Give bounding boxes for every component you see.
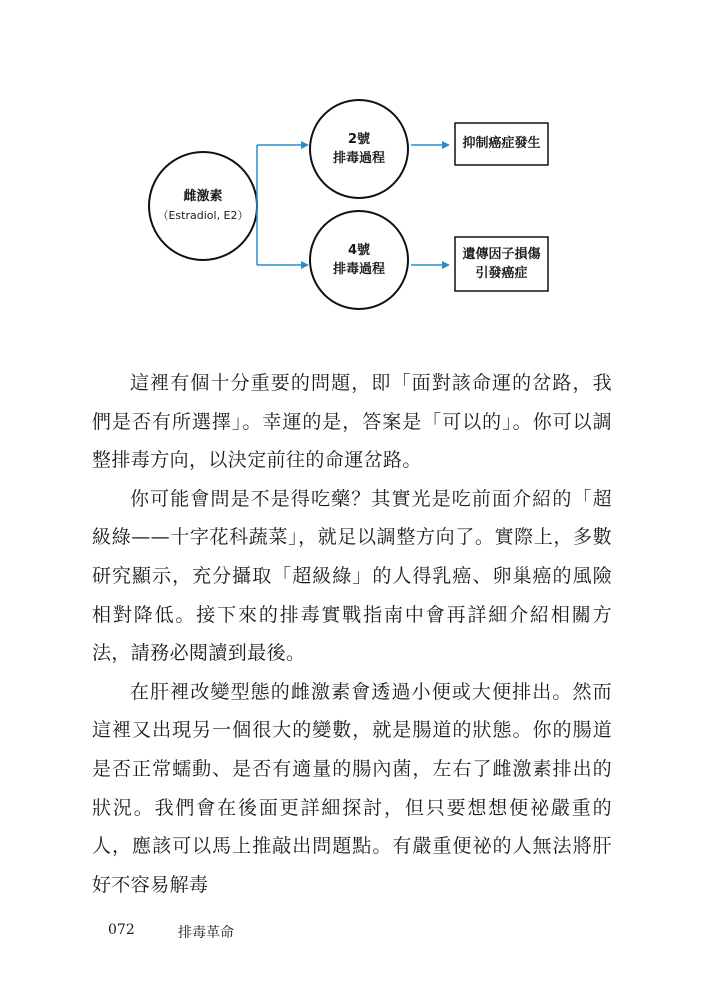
paragraph-2: 你可能會問是不是得吃藥？其實光是吃前面介紹的「超級綠——十字花科蔬菜」，就足以調整方向了。實際上，多數研究顯示，充分攝取「超級綠」的人得乳癌、卵巢癌的風險相對降低。接下來的排毒實戰指南中會再詳細介紹相關方法，請務必閱讀到最後。 (92, 487, 612, 665)
page-number: 072 (108, 922, 135, 938)
result-bottom-line2: 引發癌症 (475, 266, 528, 281)
process-bottom-node (310, 241, 408, 279)
paragraph-1: 這裡有個十分重要的問題，即「面對該命運的岔路，我們是否有所選擇」。幸運的是，答案是「可以的」。你可以調整排毒方向，以決定前往的命運岔路。 (92, 372, 612, 472)
process-top-line2: 排毒過程 (332, 151, 385, 166)
book-title: 排毒革命 (178, 925, 234, 941)
source-title: 雌激素 (183, 189, 223, 204)
body-text (92, 364, 612, 904)
flow-diagram (0, 0, 711, 320)
process-top-node (310, 130, 408, 168)
process-bottom-line2: 排毒過程 (332, 262, 385, 277)
result-bottom-node (455, 245, 548, 283)
source-node (149, 187, 257, 225)
source-subtitle: （Estradiol, E2） (157, 209, 249, 222)
process-bottom-line1: 4號 (347, 243, 371, 258)
result-top-line1: 抑制癌症發生 (462, 136, 541, 151)
result-bottom-line1: 遺傳因子損傷 (462, 247, 541, 262)
page-footer (108, 922, 234, 941)
paragraph-3: 在肝裡改變型態的雌激素會透過小便或大便排出。然而這裡又出現另一個很大的變數，就是腸道的狀態。你的腸道是否正常蠕動、是否有適量的腸內菌，左右了雌激素排出的狀況。我們會在後面更詳細探討，但只要想想便祕嚴重的人，應該可以馬上推敲出問題點。有嚴重便祕的人無法將肝好不容易解毒 (92, 680, 612, 896)
process-top-line1: 2號 (347, 132, 371, 147)
result-top-node (455, 134, 548, 153)
